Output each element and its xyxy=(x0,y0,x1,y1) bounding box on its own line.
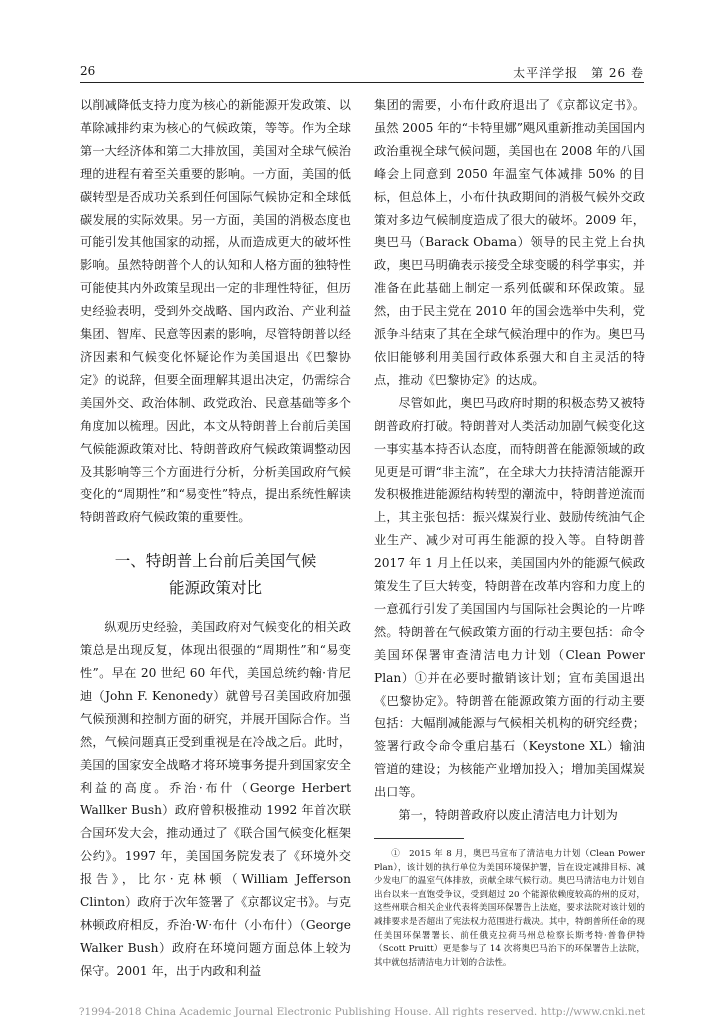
page-number: 26 xyxy=(80,64,96,78)
section-heading-line-2: 能源政策对比 xyxy=(168,579,262,598)
left-column xyxy=(80,94,351,983)
footnote-divider xyxy=(374,838,464,839)
intro-paragraph: 以削减降低支持力度为核心的新能源开发政策、以革除减排约束为核心的气候政策，等等。作为全球第一大经济体和第二大排放国，美国对全球气候治理的进程有着至关重要的影响。一方面，美国的低碳转型是否成功关系到任何国际气候协定和全球低碳发展的实际效果。另一方面，美国的消极态度也可能引发其他国家的动摇，从而造成更大的破坏性影响。虽然特朗普个人的认知和人格方面的独特性可能使其内外政策呈现出一定的非理性特征，但历史经验表明，受到外交战略、国内政治、产业利益集团、智库、民意等因素的影响，尽管特朗普以经济因素和气候变化怀疑论作为美国退出《巴黎协定》的说辞，但要全面理解其退出决定，仍需综合美国外交、政治体制、政党政治、民意基础等多个角度加以梳理。因此，本文从特朗普上台前后美国气候能源政策对比、特朗普政府气候政策调整动因及其影响等三个方面进行分析，分析美国政府气候变化的“周期性”和“易变性”特点，提出系统性解读特朗普政府气候政策的重要性。 xyxy=(80,98,351,525)
page-header xyxy=(80,60,644,82)
footnote: ① 2015 年 8 月，奥巴马宣布了清洁电力计划（Clean Power Plan），该计划的执行单位为美国环境保护署，旨在设定减排目标、减少发电厂的温室气体排放，贡献全球气候行动。奥巴马清洁电力计划自出台以来一直饱受争议，受到超过 20 个能源依赖度较高的州的反对，这些州联合相关企业代表将美国环保署告上法庭，要求法院对该计划的减排要求是否超出了宪法权力范围进行裁决。其中，特朗普所任命的现任美国环保署署长、前任俄克拉荷马州总检察长斯考特·普鲁伊特（Scott Pruitt）更是参与了 14 次将奥巴马治下的环保署告上法院，其中就包括清洁电力计划的合法性。 xyxy=(374,849,645,968)
history-paragraph: 纵观历史经验，美国政府对气候变化的相关政策总是出现反复，体现出很强的“周期性”和“易变性”。早在 20 世纪 60 年代，美国总统约翰·肯尼迪（John F. Kenonedy）就曾号召美国政府加强气候预测和控制方面的研究，并展开国际合作。当然，气候问题真正受到重视是在冷战之后。此时，美国的国家安全战略才将环境事务提升到国家安全利益的高度。乔治·布什（George Herbert Wallker Bush）政府曾积极推动 1992 年首次联合国环发大会，推动通过了《联合国气候变化框架公约》。1997 年，美国国务院发表了《环境外交报告》，比尔·克林顿（William Jefferson Clinton）政府于次年签署了《京都议定书》。与克林顿政府相反，乔治·W·布什（小布什）（George Walker Bush）政府在环境问题方面总体上较为保守。2001 年，出于内政和利益 xyxy=(80,620,351,978)
copyright-footer: ?1994-2018 China Academic Journal Electronic Publishing House. All rights reserved. http://www.cnki.net xyxy=(78,1006,646,1018)
trump-policy-paragraph: 尽管如此，奥巴马政府时期的积极态势又被特朗普政府打破。特朗普对人类活动加剧气候变化这一事实基本持否认态度，而特朗普在能源领域的政见更是可谓“非主流”，在全球大力扶持清洁能源开发积极推进能源结构转型的潮流中，特朗普逆流而上，其主张包括：振兴煤炭行业、鼓励传统油气企业生产、减少对可再生能源的投入等。自特朗普 2017 年 1 月上任以来，美国国内外的能源气候政策发生了巨大转变，特朗普在改革内容和力度上的一意孤行引发了美国国内与国际社会舆论的一片哗然。特朗普在气候政策方面的行动主要包括：命令美国环保署审查清洁电力计划（Clean Power Plan）①并在必要时撤销该计划；宣布美国退出《巴黎协定》。特朗普在能源政策方面的行动主要包括：大幅削减能源与气候相关机构的研究经费；签署行政令命令重启基石（Keystone XL）输油管道的建设；为核能产业增加投入；增加美国煤炭出口等。 xyxy=(374,395,645,800)
first-point-paragraph: 第一，特朗普政府以废止清洁电力计划为 xyxy=(398,808,618,823)
header-rule xyxy=(80,82,644,83)
continuation-paragraph: 集团的需要，小布什政府退出了《京都议定书》。虽然 2005 年的“卡特里娜”飓风重新推动美国国内政治重视全球气候问题，美国也在 2008 年的八国峰会上同意到 2050 年温室气体减排 50% 的目标，但总体上，小布什执政期间的消极气候外交政策对多边气候制度造成了很大的破坏。2009 年，奥巴马（Barack Obama）领导的民主党上台执政，奥巴马明确表示接受全球变暖的科学事实，并准备在此基础上制定一系列低碳和环保政策。显然，由于民主党在 2010 年的国会选举中失利，党派争斗结束了其在全球气候治理中的作为。奥巴马依旧能够利用美国行政体系强大和自主灵活的特点，推动《巴黎协定》的达成。 xyxy=(374,98,645,387)
journal-name: 太平洋学报 第 26 卷 xyxy=(513,66,644,80)
right-column xyxy=(374,94,645,970)
section-heading-line-1: 一、特朗普上台前后美国气候 xyxy=(114,552,317,571)
section-heading xyxy=(80,548,351,602)
